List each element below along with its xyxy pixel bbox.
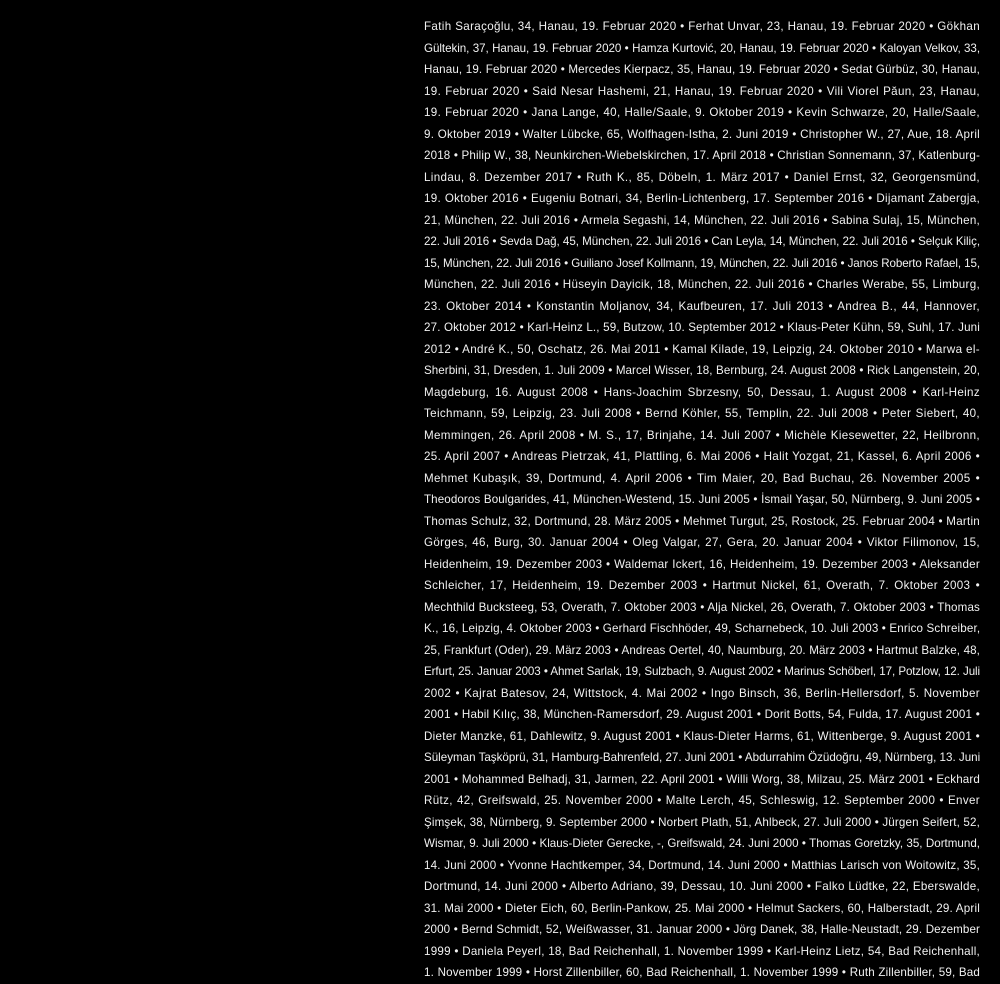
memorial-text-line: Theodoros Boulgarides, 41, München-Westend, 15. Juni 2005 • İsmail Yaşar, 50, Nürnberg, 9. Juni 2005 • xyxy=(424,493,980,506)
memorial-text-line: 31. Mai 2000 • Dieter Eich, 60, Berlin-Pankow, 25. Mai 2000 • Helmut Sackers, 60, Halberstadt, 29. April xyxy=(424,901,980,915)
memorial-text-line: Rütz, 42, Greifswald, 25. November 2000 • Malte Lerch, 45, Schleswig, 12. September 2000 • Enver xyxy=(424,794,980,807)
memorial-text-line: 23. Oktober 2014 • Konstantin Moljanov, 34, Kaufbeuren, 17. Juli 2013 • Andrea B., 44, Hannover, xyxy=(424,299,980,313)
memorial-text-line: 21, München, 22. Juli 2016 • Armela Segashi, 14, München, 22. Juli 2016 • Sabina Sulaj, 15, München, xyxy=(424,213,980,227)
memorial-text-line: K., 16, Leipzig, 4. Oktober 2003 • Gerhard Fischhöder, 49, Scharnebeck, 10. Juli 2003 • Enrico Schreiber, xyxy=(424,622,981,635)
memorial-text-line: 1. November 1999 • Horst Zillenbiller, 60, Bad Reichenhall, 1. November 1999 • Ruth Zillenbiller, 59, Bad xyxy=(424,966,980,979)
memorial-text-line: Mehmet Kubaşık, 39, Dortmund, 4. April 2006 • Tim Maier, 20, Bad Buchau, 26. November 2005 • xyxy=(424,471,980,485)
memorial-text-line: Görges, 46, Burg, 30. Januar 2004 • Oleg Valgar, 27, Gera, 20. Januar 2004 • Viktor Filimonov, 15, xyxy=(424,536,980,549)
memorial-text-line: 2002 • Kajrat Batesov, 24, Wittstock, 4. Mai 2002 • Ingo Binsch, 36, Berlin-Hellersdorf, 5. November xyxy=(424,686,980,700)
memorial-text-line: Hanau, 19. Februar 2020 • Mercedes Kierpacz, 35, Hanau, 19. Februar 2020 • Sedat Gürbüz, 30, Hanau, xyxy=(424,63,980,76)
memorial-text-line: 19. Oktober 2016 • Eugeniu Botnari, 34, Berlin-Lichtenberg, 17. September 2016 • Dijamant Zabergja, xyxy=(424,192,980,205)
memorial-text-line: Magdeburg, 16. August 2008 • Hans-Joachim Sbrzesny, 50, Dessau, 1. August 2008 • Karl-Heinz xyxy=(424,385,980,399)
memorial-text-line: Dortmund, 14. Juni 2000 • Alberto Adriano, 39, Dessau, 10. Juni 2000 • Falko Lüdtke, 22, Eberswalde, xyxy=(424,880,980,893)
memorial-text-line: Süleyman Taşköprü, 31, Hamburg-Bahrenfeld, 27. Juni 2001 • Abdurrahim Özüdoğru, 49, Nürnberg, 13. Juni xyxy=(424,751,981,764)
memorial-text-line: 1999 • Daniela Peyerl, 18, Bad Reichenhall, 1. November 1999 • Karl-Heinz Lietz, 54, Bad Reichenhall, xyxy=(424,944,980,958)
memorial-text-line: Lindau, 8. Dezember 2017 • Ruth K., 85, Döbeln, 1. März 2017 • Daniel Ernst, 32, Georgensmünd, xyxy=(424,170,980,184)
memorial-text-line: Dieter Manzke, 61, Dahlewitz, 9. August 2001 • Klaus-Dieter Harms, 61, Wittenberge, 9. August 2001 • xyxy=(424,729,980,743)
memorial-text-line: Mechthild Bucksteeg, 53, Overath, 7. Oktober 2003 • Alja Nickel, 26, Overath, 7. Oktober 2003 • Thomas xyxy=(424,600,980,614)
memorial-text-line: 15, München, 22. Juli 2016 • Guiliano Josef Kollmann, 19, München, 22. Juli 2016 • Janos Roberto Rafael, 15, xyxy=(424,256,980,270)
memorial-text-line: Erfurt, 25. Januar 2003 • Ahmet Sarlak, 19, Sulzbach, 9. August 2002 • Marinus Schöberl, 17, Potzlow, 12. Juli xyxy=(424,665,980,678)
memorial-text-line: Memmingen, 26. April 2008 • M. S., 17, Brinjahe, 14. Juli 2007 • Michèle Kiesewetter, 22, Heilbronn, xyxy=(424,428,980,442)
memorial-text-line: 2000 • Bernd Schmidt, 52, Weißwasser, 31. Januar 2000 • Jörg Danek, 38, Halle-Neustadt, 29. Dezember xyxy=(424,923,980,936)
memorial-text-line: 2001 • Habil Kılıç, 38, München-Ramersdorf, 29. August 2001 • Dorit Botts, 54, Fulda, 17. August 2001 • xyxy=(424,708,980,721)
memorial-text-line: 2018 • Philip W., 38, Neunkirchen-Wiebelskirchen, 17. April 2018 • Christian Sonnemann, 37, Katlenburg- xyxy=(424,149,980,162)
memorial-text-line: Schleicher, 17, Heidenheim, 19. Dezember 2003 • Hartmut Nickel, 61, Overath, 7. Oktober 2003 • xyxy=(424,579,980,592)
memorial-text-line: Sherbini, 31, Dresden, 1. Juli 2009 • Marcel Wisser, 18, Bernburg, 24. August 2008 • Rick Langenstein, 20, xyxy=(424,364,980,377)
memorial-text-line: Gültekin, 37, Hanau, 19. Februar 2020 • Hamza Kurtović, 20, Hanau, 19. Februar 2020 • Kaloyan Velkov, 33, xyxy=(424,41,980,55)
memorial-text-line: 2012 • André K., 50, Oschatz, 26. Mai 2011 • Kamal Kilade, 19, Leipzig, 24. Oktober 2010 • Marwa el- xyxy=(424,342,980,356)
memorial-text-line: Şimşek, 38, Nürnberg, 9. September 2000 • Norbert Plath, 51, Ahlbeck, 27. Juli 2000 • Jürgen Seifert, 52, xyxy=(424,815,980,829)
memorial-text-line: 25. April 2007 • Andreas Pietrzak, 41, Plattling, 6. Mai 2006 • Halit Yozgat, 21, Kassel, 6. April 2006 • xyxy=(424,450,980,463)
memorial-text-line: Heidenheim, 19. Dezember 2003 • Waldemar Ickert, 16, Heidenheim, 19. Dezember 2003 • Aleksander xyxy=(424,557,980,571)
memorial-text-line: 9. Oktober 2019 • Walter Lübcke, 65, Wolfhagen-Istha, 2. Juni 2019 • Christopher W., 27, Aue, 18. April xyxy=(424,127,980,141)
memorial-text-line: München, 22. Juli 2016 • Hüseyin Dayicik, 18, München, 22. Juli 2016 • Charles Werabe, 55, Limburg, xyxy=(424,278,980,291)
memorial-text-line: 25, Frankfurt (Oder), 29. März 2003 • Andreas Oertel, 40, Naumburg, 20. März 2003 • Hartmut Balzke, 48, xyxy=(424,643,980,657)
memorial-text-line: Wismar, 9. Juli 2000 • Klaus-Dieter Gerecke, -, Greifswald, 24. Juni 2000 • Thomas Goretzky, 35, Dortmund, xyxy=(424,837,980,850)
memorial-text-line: 2001 • Mohammed Belhadj, 31, Jarmen, 22. April 2001 • Willi Worg, 38, Milzau, 25. März 2001 • Eckhard xyxy=(424,772,980,786)
memorial-text-line: 22. Juli 2016 • Sevda Dağ, 45, München, 22. Juli 2016 • Can Leyla, 14, München, 22. Juli 2016 • Selçuk Kiliç, xyxy=(424,235,980,248)
memorial-text-line: Thomas Schulz, 32, Dortmund, 28. März 2005 • Mehmet Turgut, 25, Rostock, 25. Februar 2004 • Martin xyxy=(424,514,980,528)
memorial-text-line: 27. Oktober 2012 • Karl-Heinz L., 59, Butzow, 10. September 2012 • Klaus-Peter Kühn, 59, Suhl, 17. Juni xyxy=(424,321,980,334)
memorial-text-line: Fatih Saraçoğlu, 34, Hanau, 19. Februar 2020 • Ferhat Unvar, 23, Hanau, 19. Februar 2020 • Gökhan xyxy=(424,20,980,33)
memorial-text-line: 19. Februar 2020 • Said Nesar Hashemi, 21, Hanau, 19. Februar 2020 • Vili Viorel Păun, 23, Hanau, xyxy=(424,84,980,98)
memorial-text-line: 14. Juni 2000 • Yvonne Hachtkemper, 34, Dortmund, 14. Juni 2000 • Matthias Larisch von Woitowitz, 35, xyxy=(424,858,980,872)
memorial-text-line: 19. Februar 2020 • Jana Lange, 40, Halle/Saale, 9. Oktober 2019 • Kevin Schwarze, 20, Halle/Saale, xyxy=(424,106,980,119)
memorial-name-list xyxy=(424,16,980,984)
memorial-text-line: Teichmann, 59, Leipzig, 23. Juli 2008 • Bernd Köhler, 55, Templin, 22. Juli 2008 • Peter Siebert, 40, xyxy=(424,407,980,420)
